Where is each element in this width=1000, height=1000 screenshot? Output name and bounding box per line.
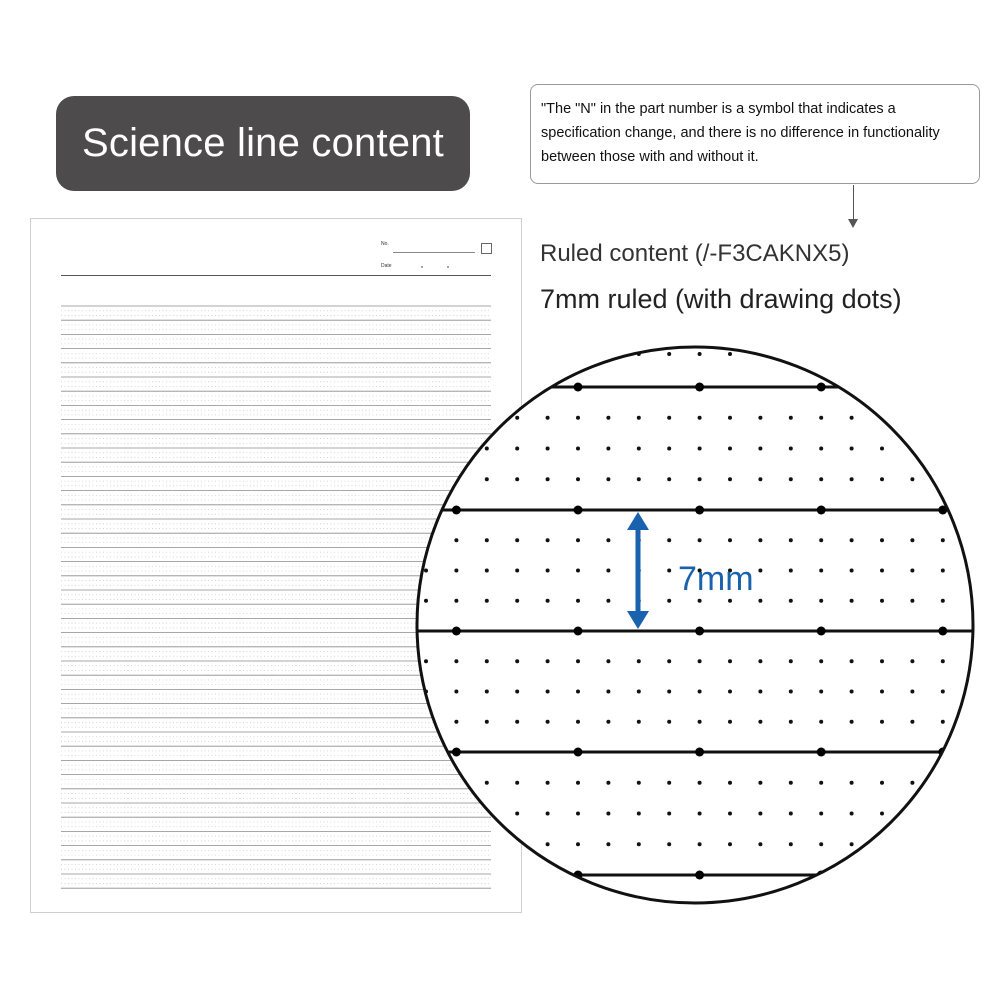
drawing-dot: [546, 690, 550, 694]
drawing-dot: [698, 447, 702, 451]
drawing-dot: [971, 812, 975, 816]
ruled-line-marker: [452, 383, 461, 392]
drawing-dot: [485, 416, 489, 420]
drawing-dot: [485, 690, 489, 694]
drawing-dot: [546, 477, 550, 481]
drawing-dot: [637, 477, 641, 481]
drawing-dot: [637, 842, 641, 846]
drawing-dot: [424, 447, 428, 451]
drawing-dot: [485, 477, 489, 481]
drawing-dot: [819, 569, 823, 573]
drawing-dot: [758, 477, 762, 481]
drawing-dot: [789, 352, 793, 356]
drawing-dot: [515, 477, 519, 481]
drawing-dot: [667, 416, 671, 420]
drawing-dot: [850, 569, 854, 573]
page-date-label: Date: [381, 263, 392, 269]
drawing-dot: [819, 842, 823, 846]
drawing-dot: [910, 781, 914, 785]
drawing-dot: [515, 690, 519, 694]
drawing-dot: [971, 477, 975, 481]
drawing-dot: [698, 416, 702, 420]
drawing-dot: [819, 538, 823, 542]
drawing-dot: [758, 812, 762, 816]
date-separator-dot: [447, 266, 449, 268]
drawing-dot: [850, 416, 854, 420]
drawing-dot: [971, 447, 975, 451]
drawing-dot: [728, 659, 732, 663]
drawing-dot: [637, 781, 641, 785]
ruled-line-marker: [452, 748, 461, 757]
drawing-dot: [485, 538, 489, 542]
drawing-dot: [880, 538, 884, 542]
drawing-dot: [758, 842, 762, 846]
drawing-dot: [576, 477, 580, 481]
drawing-dot: [941, 720, 945, 724]
drawing-dot: [850, 812, 854, 816]
drawing-dot: [606, 781, 610, 785]
drawing-dot: [698, 720, 702, 724]
drawing-dot: [789, 842, 793, 846]
drawing-dot: [910, 842, 914, 846]
ruled-line-marker: [695, 871, 704, 880]
drawing-dot: [424, 352, 428, 356]
drawing-dot: [971, 569, 975, 573]
drawing-dot: [789, 416, 793, 420]
drawing-dot: [454, 720, 458, 724]
drawing-dot: [424, 842, 428, 846]
drawing-dot: [819, 659, 823, 663]
drawing-dot: [667, 477, 671, 481]
drawing-dot: [424, 477, 428, 481]
drawing-dot: [819, 720, 823, 724]
drawing-dot: [546, 659, 550, 663]
arrow-down-icon: [853, 185, 854, 221]
drawing-dot: [789, 477, 793, 481]
drawing-dot: [850, 447, 854, 451]
drawing-dot: [576, 599, 580, 603]
drawing-dot: [454, 538, 458, 542]
drawing-dot: [606, 447, 610, 451]
drawing-dot: [546, 599, 550, 603]
drawing-dot: [454, 416, 458, 420]
drawing-dot: [910, 538, 914, 542]
drawing-dot: [728, 690, 732, 694]
drawing-dot: [941, 477, 945, 481]
drawing-dot: [485, 447, 489, 451]
note-line-3: between those with and without it.: [541, 149, 759, 165]
drawing-dot: [546, 781, 550, 785]
drawing-dot: [698, 599, 702, 603]
ruled-line-marker: [574, 627, 583, 636]
drawing-dot: [758, 538, 762, 542]
drawing-dot: [971, 781, 975, 785]
drawing-dot: [850, 477, 854, 481]
magnifier-background: [417, 347, 973, 903]
drawing-dot: [789, 569, 793, 573]
drawing-dot: [758, 659, 762, 663]
drawing-dot: [424, 812, 428, 816]
ruled-line-marker: [695, 748, 704, 757]
drawing-dot: [667, 812, 671, 816]
drawing-dot: [941, 538, 945, 542]
drawing-dot: [850, 538, 854, 542]
ruled-line-marker: [452, 871, 461, 880]
drawing-dot: [667, 690, 671, 694]
drawing-dot: [698, 352, 702, 356]
drawing-dot: [546, 720, 550, 724]
drawing-dot: [819, 416, 823, 420]
drawing-dot: [667, 659, 671, 663]
drawing-dot: [515, 781, 519, 785]
drawing-dot: [485, 352, 489, 356]
drawing-dot: [941, 569, 945, 573]
drawing-dot: [424, 416, 428, 420]
drawing-dot: [606, 842, 610, 846]
drawing-dot: [454, 781, 458, 785]
drawing-dot: [880, 599, 884, 603]
drawing-dot: [698, 477, 702, 481]
drawing-dot: [789, 690, 793, 694]
drawing-dot: [789, 659, 793, 663]
drawing-dot: [971, 538, 975, 542]
drawing-dot: [728, 477, 732, 481]
drawing-dot: [606, 477, 610, 481]
drawing-dot: [728, 720, 732, 724]
drawing-dot: [454, 352, 458, 356]
drawing-dot: [485, 842, 489, 846]
drawing-dot: [606, 569, 610, 573]
drawing-dot: [971, 842, 975, 846]
drawing-dot: [850, 599, 854, 603]
drawing-dot: [971, 720, 975, 724]
drawing-dot: [667, 352, 671, 356]
ruled-line-marker: [574, 383, 583, 392]
drawing-dot: [485, 659, 489, 663]
drawing-dot: [667, 538, 671, 542]
drawing-dot: [515, 352, 519, 356]
drawing-dot: [576, 538, 580, 542]
drawing-dot: [880, 812, 884, 816]
ruled-line-marker: [938, 383, 947, 392]
drawing-dot: [758, 720, 762, 724]
drawing-dot: [728, 538, 732, 542]
drawing-dot: [758, 447, 762, 451]
drawing-dot: [485, 569, 489, 573]
ruled-line-marker: [574, 506, 583, 515]
drawing-dot: [910, 659, 914, 663]
drawing-dot: [941, 447, 945, 451]
drawing-dot: [424, 599, 428, 603]
drawing-dot: [758, 569, 762, 573]
page-no-label: No.: [381, 241, 389, 247]
ruled-line-marker: [695, 627, 704, 636]
drawing-dot: [515, 569, 519, 573]
drawing-dot: [880, 690, 884, 694]
note-line-1: "The "N" in the part number is a symbol that indicates a: [541, 101, 896, 117]
ruled-line-marker: [938, 871, 947, 880]
drawing-dot: [637, 659, 641, 663]
drawing-dot: [515, 447, 519, 451]
drawing-dot: [941, 352, 945, 356]
checkbox-icon: [481, 243, 492, 254]
drawing-dot: [515, 720, 519, 724]
drawing-dot: [941, 812, 945, 816]
drawing-dot: [789, 538, 793, 542]
drawing-dot: [667, 720, 671, 724]
drawing-dot: [454, 812, 458, 816]
drawing-dot: [546, 842, 550, 846]
drawing-dot: [637, 812, 641, 816]
drawing-dot: [576, 569, 580, 573]
drawing-dot: [850, 781, 854, 785]
drawing-dot: [819, 477, 823, 481]
drawing-dot: [546, 538, 550, 542]
drawing-dot: [576, 690, 580, 694]
drawing-dot: [698, 812, 702, 816]
note-callout: [530, 84, 980, 184]
drawing-dot: [515, 842, 519, 846]
drawing-dot: [424, 781, 428, 785]
drawing-dot: [880, 477, 884, 481]
drawing-dot: [789, 812, 793, 816]
drawing-dot: [606, 690, 610, 694]
drawing-dot: [880, 842, 884, 846]
drawing-dot: [850, 842, 854, 846]
drawing-dot: [910, 599, 914, 603]
drawing-dot: [454, 690, 458, 694]
drawing-dot: [515, 538, 519, 542]
drawing-dot: [819, 352, 823, 356]
ruled-line-marker: [574, 748, 583, 757]
drawing-dot: [606, 352, 610, 356]
ruled-line-marker: [817, 383, 826, 392]
drawing-dot: [515, 599, 519, 603]
page-header-rule: [61, 275, 491, 276]
drawing-dot: [424, 569, 428, 573]
drawing-dot: [515, 812, 519, 816]
drawing-dot: [728, 842, 732, 846]
drawing-dot: [576, 781, 580, 785]
drawing-dot: [454, 447, 458, 451]
drawing-dot: [637, 447, 641, 451]
drawing-dot: [758, 690, 762, 694]
drawing-dot: [606, 538, 610, 542]
drawing-dot: [667, 781, 671, 785]
drawing-dot: [910, 352, 914, 356]
drawing-dot: [819, 447, 823, 451]
drawing-dot: [667, 447, 671, 451]
drawing-dot: [880, 352, 884, 356]
drawing-dot: [576, 447, 580, 451]
drawing-dot: [941, 690, 945, 694]
drawing-dot: [758, 599, 762, 603]
drawing-dot: [667, 569, 671, 573]
drawing-dot: [728, 781, 732, 785]
drawing-dot: [850, 352, 854, 356]
drawing-dot: [546, 416, 550, 420]
drawing-dot: [971, 416, 975, 420]
ruled-line-marker: [695, 506, 704, 515]
ruled-line-marker: [817, 627, 826, 636]
drawing-dot: [789, 781, 793, 785]
ruled-line-marker: [452, 506, 461, 515]
drawing-dot: [485, 781, 489, 785]
drawing-dot: [850, 720, 854, 724]
drawing-dot: [606, 599, 610, 603]
drawing-dot: [789, 599, 793, 603]
drawing-dot: [454, 569, 458, 573]
drawing-dot: [424, 720, 428, 724]
drawing-dot: [941, 599, 945, 603]
drawing-dot: [637, 720, 641, 724]
drawing-dot: [606, 416, 610, 420]
drawing-dot: [941, 842, 945, 846]
drawing-dot: [728, 447, 732, 451]
spacing-label: 7mm: [678, 560, 754, 598]
ruled-line-marker: [817, 506, 826, 515]
drawing-dot: [546, 447, 550, 451]
drawing-dot: [971, 690, 975, 694]
drawing-dot: [941, 659, 945, 663]
magnified-ruling-circle: [400, 330, 992, 930]
drawing-dot: [880, 569, 884, 573]
drawing-dot: [546, 352, 550, 356]
drawing-dot: [424, 538, 428, 542]
drawing-dot: [910, 416, 914, 420]
drawing-dot: [850, 690, 854, 694]
date-separator-dot: [421, 266, 423, 268]
drawing-dot: [698, 538, 702, 542]
drawing-dot: [606, 720, 610, 724]
drawing-dot: [910, 812, 914, 816]
drawing-dot: [485, 720, 489, 724]
ruled-line-marker: [817, 748, 826, 757]
ruled-line-marker: [938, 627, 947, 636]
drawing-dot: [971, 352, 975, 356]
drawing-dot: [698, 781, 702, 785]
drawing-dot: [728, 599, 732, 603]
drawing-dot: [667, 842, 671, 846]
drawing-dot: [698, 690, 702, 694]
drawing-dot: [454, 599, 458, 603]
drawing-dot: [546, 812, 550, 816]
drawing-dot: [698, 842, 702, 846]
drawing-dot: [728, 812, 732, 816]
arrow-down-icon-head: [848, 219, 858, 228]
ruled-line-marker: [452, 627, 461, 636]
drawing-dot: [819, 781, 823, 785]
drawing-dot: [789, 447, 793, 451]
drawing-dot: [576, 659, 580, 663]
drawing-dot: [606, 659, 610, 663]
drawing-dot: [941, 416, 945, 420]
drawing-dot: [576, 416, 580, 420]
drawing-dot: [576, 842, 580, 846]
drawing-dot: [606, 812, 610, 816]
drawing-dot: [819, 599, 823, 603]
drawing-dot: [667, 599, 671, 603]
drawing-dot: [637, 416, 641, 420]
drawing-dot: [758, 416, 762, 420]
drawing-dot: [728, 416, 732, 420]
page-title-text: Science line content: [81, 121, 444, 165]
drawing-dot: [424, 659, 428, 663]
drawing-dot: [880, 720, 884, 724]
drawing-dot: [789, 720, 793, 724]
drawing-dot: [910, 477, 914, 481]
drawing-dot: [454, 842, 458, 846]
drawing-dot: [454, 659, 458, 663]
drawing-dot: [819, 690, 823, 694]
page-no-line: [393, 252, 475, 253]
drawing-dot: [819, 812, 823, 816]
ruled-content-subtitle: 7mm ruled (with drawing dots): [540, 284, 902, 314]
drawing-dot: [941, 781, 945, 785]
drawing-dot: [910, 720, 914, 724]
drawing-dot: [880, 447, 884, 451]
drawing-dot: [637, 690, 641, 694]
drawing-dot: [880, 659, 884, 663]
drawing-dot: [910, 569, 914, 573]
note-line-2: specification change, and there is no difference in functionality: [541, 125, 940, 141]
drawing-dot: [576, 812, 580, 816]
drawing-dot: [758, 781, 762, 785]
drawing-dot: [728, 352, 732, 356]
drawing-dot: [910, 690, 914, 694]
drawing-dot: [515, 416, 519, 420]
drawing-dot: [485, 599, 489, 603]
drawing-dot: [546, 569, 550, 573]
drawing-dot: [880, 781, 884, 785]
drawing-dot: [850, 659, 854, 663]
drawing-dot: [576, 720, 580, 724]
drawing-dot: [515, 659, 519, 663]
ruled-line-marker: [695, 383, 704, 392]
drawing-dot: [576, 352, 580, 356]
drawing-dot: [698, 659, 702, 663]
ruled-content-title: Ruled content (/-F3CAKNX5): [540, 240, 850, 267]
page-title: [56, 96, 470, 191]
